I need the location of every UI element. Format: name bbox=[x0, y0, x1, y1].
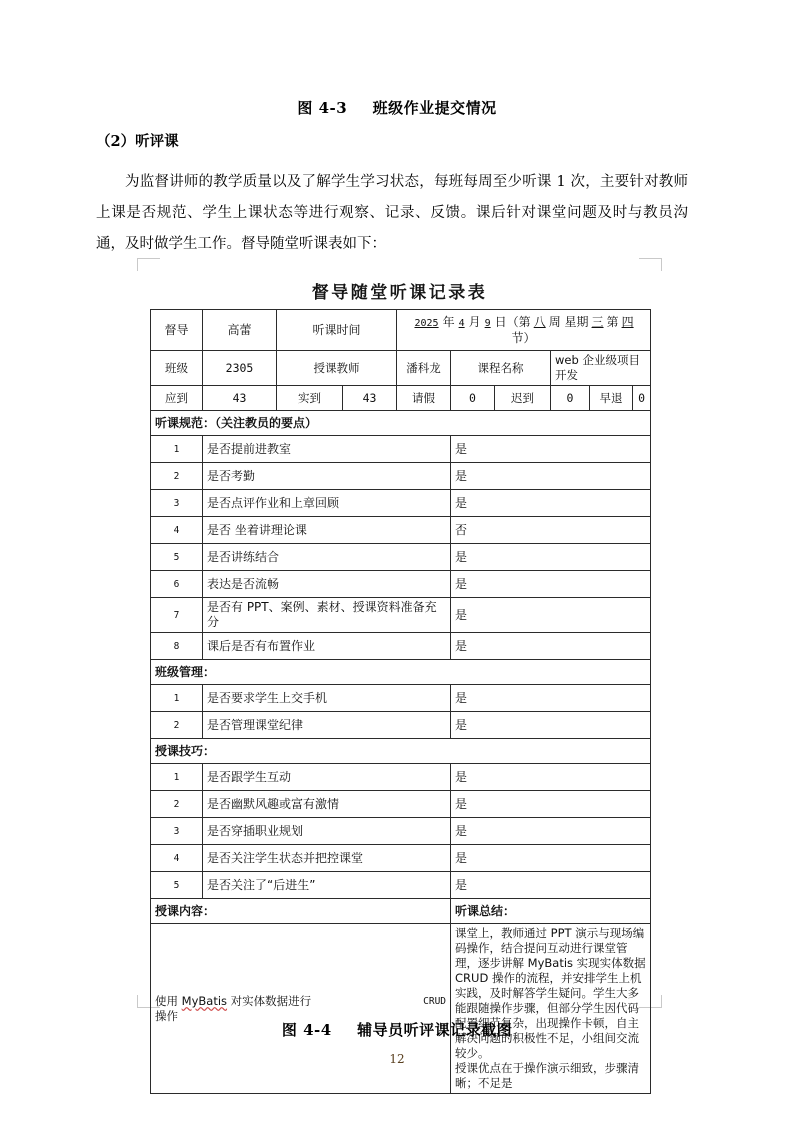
item-text: 表达是否流畅 bbox=[203, 571, 451, 598]
table-row-header bbox=[151, 310, 651, 351]
teacher-value: 潘科龙 bbox=[397, 351, 451, 386]
item-text: 是否跟学生互动 bbox=[203, 764, 451, 791]
item-answer: 是 bbox=[451, 872, 651, 899]
item-no: 2 bbox=[151, 463, 203, 490]
table-row-item bbox=[151, 463, 651, 490]
item-answer: 是 bbox=[451, 436, 651, 463]
listen-time-label: 听课时间 bbox=[277, 310, 397, 351]
item-text: 是否要求学生上交手机 bbox=[203, 685, 451, 712]
item-no: 3 bbox=[151, 490, 203, 517]
group-title: 授课技巧： bbox=[151, 739, 651, 764]
date-month-unit: 月 bbox=[468, 314, 481, 329]
group-header-norms bbox=[151, 411, 651, 436]
item-text: 是否关注了“后进生” bbox=[203, 872, 451, 899]
table-row-attendance bbox=[151, 386, 651, 411]
item-answer: 否 bbox=[451, 517, 651, 544]
early-label: 早退 bbox=[590, 386, 633, 410]
item-no: 1 bbox=[151, 436, 203, 463]
class-value: 2305 bbox=[203, 351, 277, 386]
supervisor-value: 高蕾 bbox=[203, 310, 277, 351]
class-label: 班级 bbox=[151, 351, 203, 386]
figure-caption-bottom bbox=[0, 1019, 794, 1040]
item-no: 8 bbox=[151, 633, 203, 660]
table-row-item bbox=[151, 544, 651, 571]
item-text: 是否点评作业和上章回顾 bbox=[203, 490, 451, 517]
date-period: 四 bbox=[621, 314, 634, 329]
table-row-item bbox=[151, 633, 651, 660]
date-period-prefix: 第 bbox=[606, 314, 619, 329]
item-no: 6 bbox=[151, 571, 203, 598]
date-week: 八 bbox=[533, 314, 546, 329]
table-row-item bbox=[151, 571, 651, 598]
expected-value: 43 bbox=[203, 386, 277, 411]
listen-date-cell bbox=[397, 310, 651, 351]
date-year: 2025 bbox=[414, 317, 439, 329]
figure-caption-top-text: 班级作业提交情况 bbox=[372, 99, 497, 117]
item-answer: 是 bbox=[451, 818, 651, 845]
table-row-item bbox=[151, 598, 651, 633]
item-no: 2 bbox=[151, 791, 203, 818]
table-row-item bbox=[151, 845, 651, 872]
item-text: 是否讲练结合 bbox=[203, 544, 451, 571]
teacher-label: 授课教师 bbox=[277, 351, 397, 386]
item-text: 是否穿插职业规划 bbox=[203, 818, 451, 845]
leave-value: 0 bbox=[451, 386, 495, 411]
item-answer: 是 bbox=[451, 571, 651, 598]
early-value: 0 bbox=[638, 390, 645, 405]
item-text: 是否考勤 bbox=[203, 463, 451, 490]
crop-mark-top-right bbox=[639, 258, 662, 271]
item-no: 5 bbox=[151, 544, 203, 571]
item-answer: 是 bbox=[451, 633, 651, 660]
expected-label: 应到 bbox=[151, 386, 203, 411]
figure-caption-top-number: 4-3 bbox=[318, 99, 348, 117]
content-label: 授课内容： bbox=[151, 899, 451, 924]
table-row-item bbox=[151, 818, 651, 845]
table-row-item bbox=[151, 712, 651, 739]
item-no: 5 bbox=[151, 872, 203, 899]
content-cell bbox=[151, 924, 451, 1094]
item-no: 1 bbox=[151, 764, 203, 791]
item-text: 是否管理课堂纪律 bbox=[203, 712, 451, 739]
content-text-a: 使用 MyBatis 对实体数据进行 bbox=[155, 993, 312, 1008]
group-header-class-management bbox=[151, 660, 651, 685]
course-label: 课程名称 bbox=[451, 351, 551, 386]
table-row-item bbox=[151, 517, 651, 544]
item-no: 4 bbox=[151, 845, 203, 872]
item-answer: 是 bbox=[451, 544, 651, 571]
date-month: 4 bbox=[458, 317, 465, 329]
date-week-unit: 周 星期 bbox=[548, 314, 589, 329]
summary-label: 听课总结： bbox=[451, 899, 651, 924]
group-title: 听课规范：（关注教员的要点） bbox=[151, 411, 651, 436]
late-label: 迟到 bbox=[495, 386, 551, 411]
supervisor-label: 督导 bbox=[151, 310, 203, 351]
item-no: 3 bbox=[151, 818, 203, 845]
item-answer: 是 bbox=[451, 598, 651, 633]
item-answer: 是 bbox=[451, 845, 651, 872]
table-row-item bbox=[151, 872, 651, 899]
figure-caption-bottom-number: 4-4 bbox=[303, 1021, 332, 1039]
crop-mark-top-left bbox=[137, 258, 160, 271]
item-text: 是否幽默风趣或富有激情 bbox=[203, 791, 451, 818]
item-answer: 是 bbox=[451, 463, 651, 490]
summary-paragraph-2: 授课优点在于操作演示细致，步骤清晰；不足是 bbox=[455, 1061, 640, 1090]
table-row-item bbox=[151, 764, 651, 791]
figure-caption-top-label: 图 bbox=[297, 99, 313, 117]
item-answer: 是 bbox=[451, 712, 651, 739]
item-text: 是否有 PPT、案例、素材、授课资料准备充分 bbox=[203, 598, 451, 633]
page-number: 12 bbox=[389, 1052, 405, 1066]
item-no: 7 bbox=[151, 598, 203, 633]
actual-value: 43 bbox=[343, 386, 397, 411]
item-no: 4 bbox=[151, 517, 203, 544]
table-row-item bbox=[151, 791, 651, 818]
item-text: 是否关注学生状态并把控课堂 bbox=[203, 845, 451, 872]
group-header-teaching-skills bbox=[151, 739, 651, 764]
date-year-unit: 年 bbox=[442, 314, 455, 329]
item-text: 是否提前进教室 bbox=[203, 436, 451, 463]
item-no: 1 bbox=[151, 685, 203, 712]
summary-cell bbox=[451, 924, 651, 1094]
figure-caption-bottom-text: 辅导员听评课记录截图 bbox=[357, 1021, 513, 1039]
section-heading: （2）听评课 bbox=[96, 133, 179, 150]
course-value: web 企业级项目开发 bbox=[551, 351, 651, 386]
date-day-unit: 日（第 bbox=[494, 314, 531, 329]
item-text: 是否 坐着讲理论课 bbox=[203, 517, 451, 544]
date-day: 9 bbox=[484, 317, 491, 329]
summary-paragraph-1: 课堂上，教师通过 PPT 演示与现场编码操作，结合提问互动进行课堂管理，逐步讲解 MyBatis 实现实体数据 CRUD 操作的流程，并安排学生上机实践，及时解答学生疑问。学生大多能跟随操作步骤，但部分学生因代码配置细节复杂，出现操作卡顿，自主解决问题的积极性不足，小组间交流较少。 bbox=[455, 926, 646, 1060]
content-text-c: 操作 bbox=[155, 1008, 178, 1023]
item-answer: 是 bbox=[451, 490, 651, 517]
leave-label: 请假 bbox=[397, 386, 451, 411]
record-table-title: 督导随堂听课记录表 bbox=[311, 283, 488, 303]
date-period-suffix: 节） bbox=[511, 330, 536, 345]
table-row-item bbox=[151, 436, 651, 463]
figure-caption-bottom-label: 图 bbox=[281, 1021, 298, 1039]
late-value: 0 bbox=[566, 390, 574, 405]
content-text-b: CRUD bbox=[423, 995, 447, 1007]
item-no: 2 bbox=[151, 712, 203, 739]
table-row-class-info bbox=[151, 351, 651, 386]
late-early-cell bbox=[551, 386, 651, 411]
date-weekday: 三 bbox=[591, 314, 604, 329]
actual-label: 实到 bbox=[277, 386, 343, 411]
table-row-item bbox=[151, 490, 651, 517]
group-title: 班级管理： bbox=[151, 660, 651, 685]
item-text: 课后是否有布置作业 bbox=[203, 633, 451, 660]
item-answer: 是 bbox=[451, 685, 651, 712]
item-answer: 是 bbox=[451, 764, 651, 791]
table-row-item bbox=[151, 685, 651, 712]
item-answer: 是 bbox=[451, 791, 651, 818]
record-table bbox=[150, 309, 651, 1094]
table-row-footer-body bbox=[151, 924, 651, 1094]
body-paragraph: 为监督讲师的教学质量以及了解学生学习状态，每班每周至少听课 1 次，主要针对教师上课是否规范、学生上课状态等进行观察、记录、反馈。课后针对课堂问题及时与教员沟通，及时做学生工作。督导随堂听课表如下： bbox=[96, 174, 688, 252]
table-row-footer-headers bbox=[151, 899, 651, 924]
figure-caption-top bbox=[0, 97, 794, 118]
